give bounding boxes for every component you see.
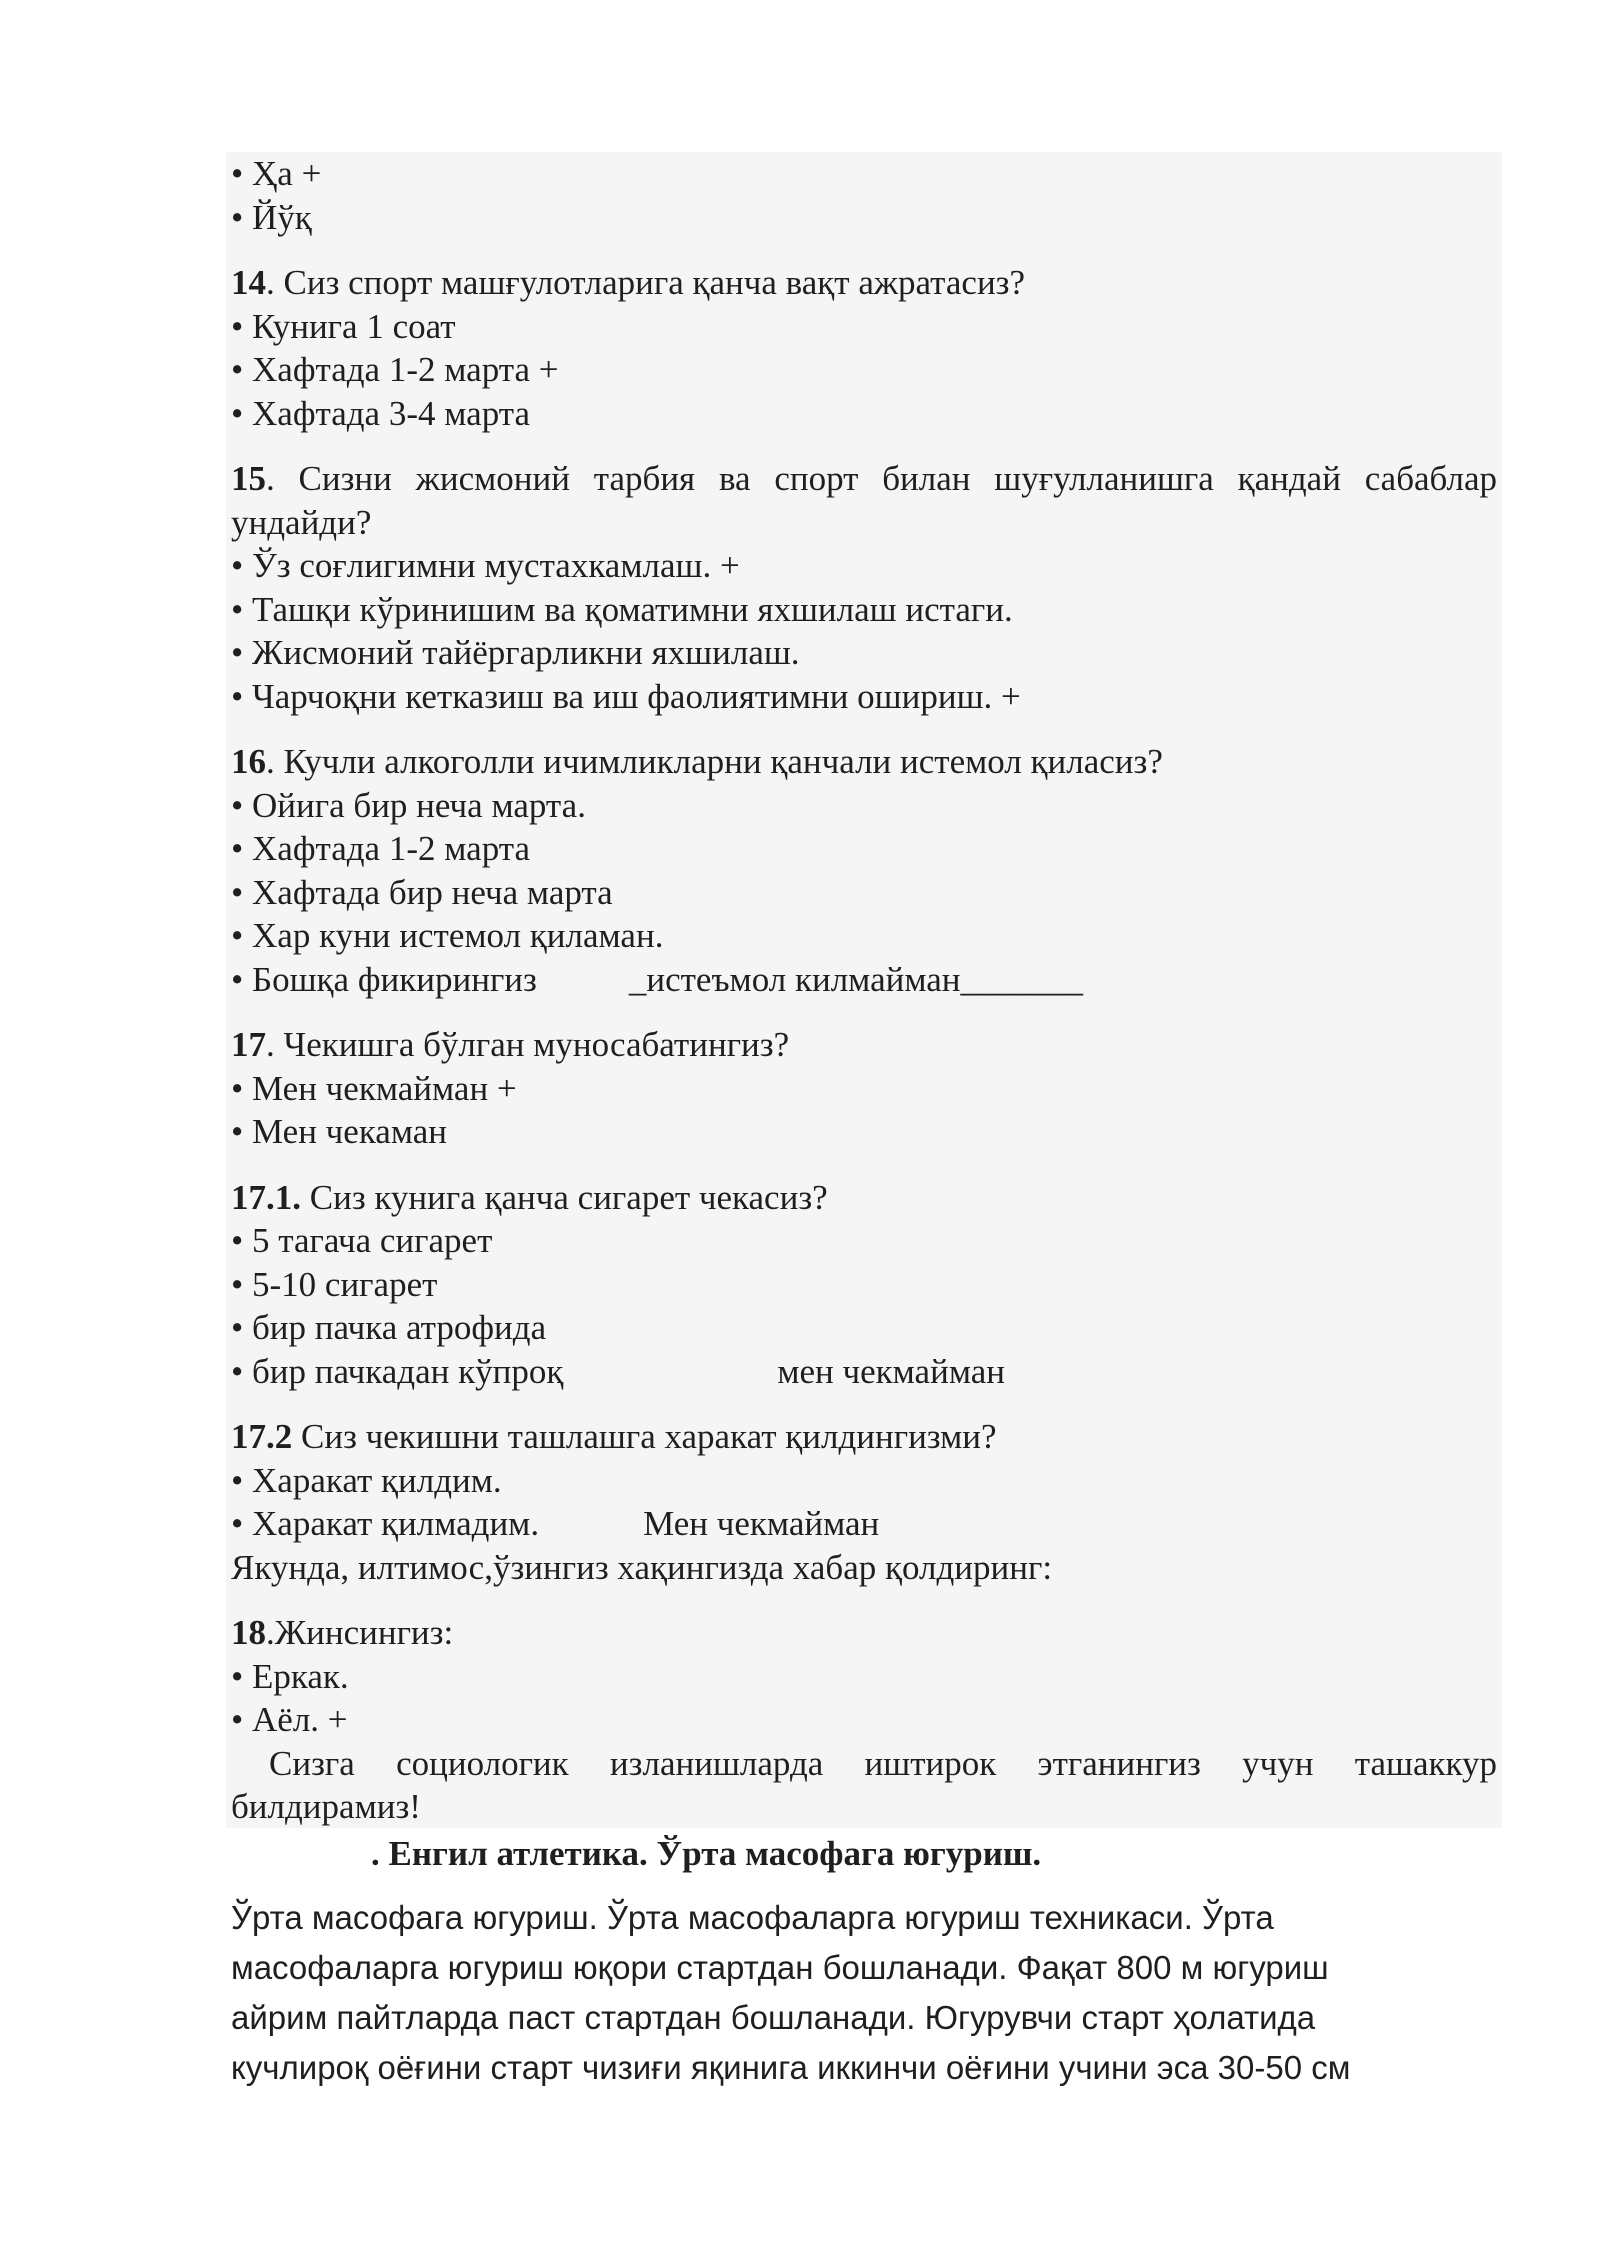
option-with-answer bbox=[231, 1350, 1497, 1394]
paragraph-line: масофаларга югуриш юқори стартдан бошланади. Фақат 800 м югуриш bbox=[231, 1948, 1329, 1986]
option: • Хафтада 3-4 марта bbox=[231, 393, 530, 433]
paragraph-line: Ўрта масофага югуриш. Ўрта масофаларга югуриш техникаси. Ўрта bbox=[231, 1898, 1274, 1936]
option: • Жисмоний тайёргарликни яхшилаш. bbox=[231, 633, 800, 672]
question-15 bbox=[231, 457, 1497, 718]
option: • Еркак. bbox=[231, 1656, 349, 1696]
thank-you-note: Сизга социологик изланишларда иштирок этганингиз учун ташаккур билдирамиз! bbox=[231, 1743, 1497, 1826]
question-title bbox=[231, 1023, 1497, 1067]
question-title bbox=[231, 261, 1497, 305]
option: • Аёл. + bbox=[231, 1700, 348, 1739]
option: • Чарчоқни кетказиш ва иш фаолиятимни ошириш. + bbox=[231, 676, 1021, 716]
option: • бир пачкадан кўпроқ bbox=[231, 1351, 564, 1391]
option: • 5-10 сигарет bbox=[231, 1264, 438, 1304]
option: • Ўз соғлигимни мустахкамлаш. + bbox=[231, 546, 740, 585]
question-text: . Сизни жисмоний тарбия ва спорт билан шуғулланишга қандай сабаблар ундайди? bbox=[231, 459, 1497, 542]
option: • 5 тагача сигарет bbox=[231, 1221, 493, 1260]
question-16 bbox=[231, 740, 1497, 1001]
option: • Харакат қилдим. bbox=[231, 1460, 502, 1500]
question-13-tail bbox=[231, 152, 1497, 239]
option: • Мен чекмайман + bbox=[231, 1068, 517, 1108]
option: • Хафтада 1-2 марта bbox=[231, 829, 530, 868]
option: • Хафтада бир неча марта bbox=[231, 872, 613, 912]
option: • бир пачка атрофида bbox=[231, 1308, 547, 1347]
question-number: 18 bbox=[231, 1613, 266, 1652]
question-number: 17.1. bbox=[231, 1177, 301, 1217]
question-number: 15 bbox=[231, 459, 266, 498]
question-title bbox=[231, 1611, 1497, 1655]
question-17 bbox=[231, 1023, 1497, 1154]
question-title bbox=[231, 457, 1497, 544]
answer-note: мен чекмайман bbox=[777, 1351, 1005, 1391]
question-17-1 bbox=[231, 1176, 1497, 1394]
question-title bbox=[231, 1415, 1497, 1459]
option-with-answer bbox=[231, 1502, 1497, 1546]
option: • Йўқ bbox=[231, 197, 312, 237]
option: • Ҳа + bbox=[231, 154, 322, 193]
option: • Кунига 1 соат bbox=[231, 306, 456, 346]
question-18 bbox=[231, 1611, 1497, 1829]
question-text: . Кучли алкоголли ичимликларни қанчали истемол қиласиз? bbox=[266, 742, 1163, 781]
question-number: 16 bbox=[231, 742, 266, 781]
option: • Харакат қилмадим. bbox=[231, 1504, 540, 1543]
question-title bbox=[231, 740, 1497, 784]
document-body bbox=[231, 152, 1497, 2093]
body-paragraph bbox=[231, 1893, 1497, 2093]
question-text: .Жинсингиз: bbox=[266, 1613, 454, 1652]
option: • Мен чекаман bbox=[231, 1112, 447, 1151]
option: • Ойига бир неча марта. bbox=[231, 785, 586, 825]
question-number: 17.2 bbox=[231, 1417, 293, 1456]
option-other-label: • Бошқа фикирингиз bbox=[231, 959, 537, 999]
paragraph-line: айрим пайтларда паст стартдан бошланади. Югурувчи старт ҳолатида bbox=[231, 1998, 1316, 2036]
section-heading: . Енгил атлетика. Ўрта масофага югуриш. bbox=[371, 1833, 1042, 1873]
question-number: 14 bbox=[231, 263, 266, 302]
question-number: 17 bbox=[231, 1025, 266, 1064]
question-text: Сиз чекишни ташлашга харакат қилдингизми? bbox=[292, 1417, 997, 1456]
option-other-answer: _истеъмол килмайман_______ bbox=[628, 959, 1084, 999]
answer-note: Мен чекмайман bbox=[643, 1504, 880, 1543]
question-title bbox=[231, 1176, 1497, 1220]
paragraph-line: кучлироқ оёғини старт чизиғи яқинига иккинчи оёғини учини эса 30-50 см bbox=[231, 2048, 1351, 2086]
question-17-2 bbox=[231, 1415, 1497, 1589]
option: • Ташқи кўринишим ва қоматимни яхшилаш истаги. bbox=[231, 589, 1013, 629]
closing-request: Якунда, илтимос,ўзингиз хақингизда хабар қолдиринг: bbox=[231, 1547, 1053, 1587]
question-text: . Сиз спорт машғулотларига қанча вақт ажратасиз? bbox=[266, 263, 1026, 302]
option: • Хафтада 1-2 марта + bbox=[231, 350, 559, 389]
option-other bbox=[231, 958, 1497, 1002]
option: • Хар куни истемол қиламан. bbox=[231, 916, 664, 955]
question-14 bbox=[231, 261, 1497, 435]
question-text: . Чекишга бўлган муносабатингиз? bbox=[266, 1025, 790, 1064]
question-text: Сиз кунига қанча сигарет чекасиз? bbox=[301, 1177, 828, 1217]
